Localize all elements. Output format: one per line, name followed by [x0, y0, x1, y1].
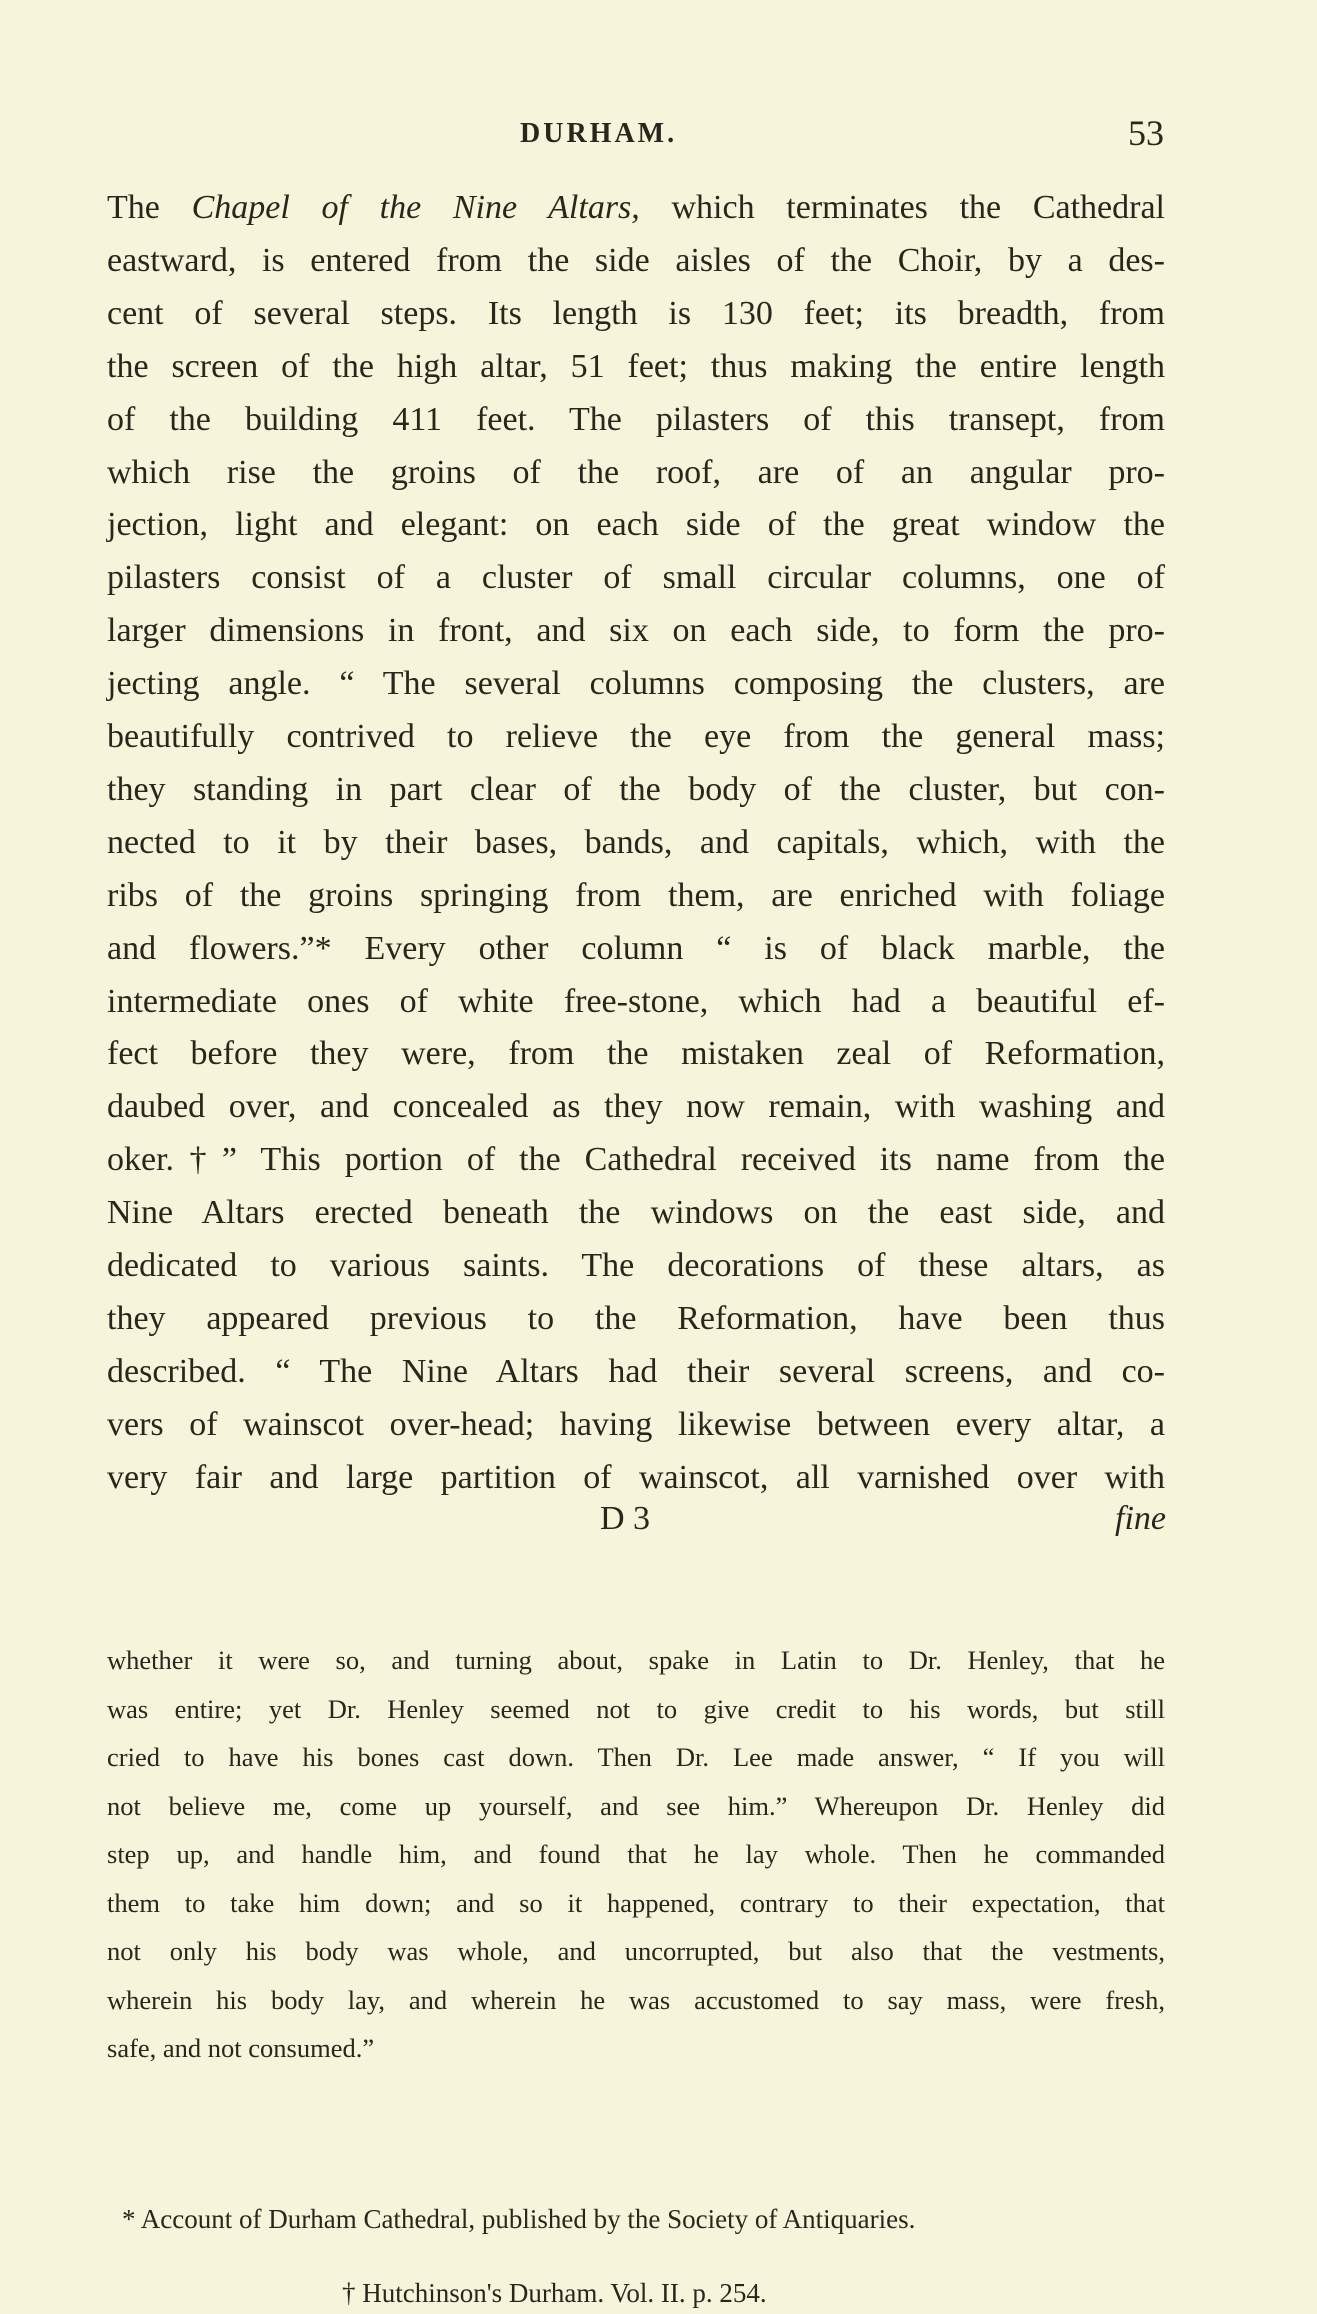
quote-line: whether it were so, and turning about, spake in Latin to Dr. Henley, that he [107, 1645, 1165, 1675]
text-line: they standing in part clear of the body of the cluster, but con- [107, 770, 1165, 808]
text-line: Nine Altars erected beneath the windows on the east side, and [107, 1194, 1165, 1232]
chapel-name-italic: Chapel of the Nine Altars, [191, 189, 640, 226]
text-line: described. “ The Nine Altars had their several screens, and co- [107, 1352, 1165, 1390]
text-segment: The [107, 189, 192, 226]
text-line: the screen of the high altar, 51 feet; thus making the entire length [107, 347, 1165, 385]
footnote-dagger: † Hutchinson's Durham. Vol. II. p. 254. [342, 2278, 767, 2308]
text-line: which rise the groins of the roof, are of an angular pro- [107, 453, 1165, 491]
text-line: eastward, is entered from the side aisles of the Choir, by a des- [107, 241, 1165, 279]
quote-line: wherein his body lay, and wherein he was accustomed to say mass, were fresh, [107, 1984, 1165, 2015]
text-line: jection, light and elegant: on each side of the great window the [107, 506, 1165, 544]
text-line: and flowers.”* Every other column “ is of black marble, the [107, 929, 1165, 967]
quote-line: them to take him down; and so it happened, contrary to their expectation, that [107, 1887, 1165, 1918]
quote-line: not believe me, come up yourself, and see him.” Whereupon Dr. Henley did [107, 1790, 1165, 1821]
text-line: ribs of the groins springing from them, are enriched with foliage [107, 876, 1165, 914]
quote-line: cried to have his bones cast down. Then Dr. Lee made answer, “ If you will [107, 1742, 1165, 1772]
text-line: dedicated to various saints. The decorations of these altars, as [107, 1247, 1165, 1284]
text-line: nected to it by their bases, bands, and capitals, which, with the [107, 823, 1165, 861]
text-line: intermediate ones of white free-stone, which had a beautiful ef- [107, 982, 1165, 1020]
footnote-star: * Account of Durham Cathedral, published by the Society of Antiquaries. [122, 2204, 916, 2234]
text-line: very fair and large partition of wainscot, all varnished over with [107, 1458, 1165, 1496]
text-line: fect before they were, from the mistaken zeal of Reformation, [107, 1035, 1165, 1073]
text-line: vers of wainscot over-head; having likewise between every altar, a [107, 1405, 1165, 1443]
text-segment: which terminates the Cathedral [639, 189, 1165, 226]
running-head: DURHAM. [520, 118, 678, 149]
text-line: jecting angle. “ The several columns composing the clusters, are [107, 665, 1165, 703]
text-line: oker.†” This portion of the Cathedral received its name from the [107, 1141, 1165, 1179]
text-line: of the building 411 feet. The pilasters of this transept, from [107, 400, 1165, 438]
signature-mark: D 3 [600, 1500, 651, 1537]
text-line: they appeared previous to the Reformation, have been thus [107, 1299, 1165, 1337]
catchword: fine [1115, 1500, 1166, 1537]
quote-line: safe, and not consumed.” [107, 2033, 375, 2063]
text-line: pilasters consist of a cluster of small circular columns, one of [107, 559, 1165, 597]
text-line [107, 188, 1165, 228]
quote-line: was entire; yet Dr. Henley seemed not to give credit to his words, but still [107, 1693, 1165, 1724]
page-number: 53 [1128, 113, 1164, 153]
text-line: beautifully contrived to relieve the eye from the general mass; [107, 718, 1165, 755]
quote-line: step up, and handle him, and found that he lay whole. Then he commanded [107, 1839, 1165, 1869]
text-line: daubed over, and concealed as they now remain, with washing and [107, 1088, 1165, 1126]
quote-line: not only his body was whole, and uncorrupted, but also that the vestments, [107, 1936, 1165, 1966]
text-line: larger dimensions in front, and six on each side, to form the pro- [107, 612, 1165, 650]
text-line: cent of several steps. Its length is 130 feet; its breadth, from [107, 294, 1165, 332]
